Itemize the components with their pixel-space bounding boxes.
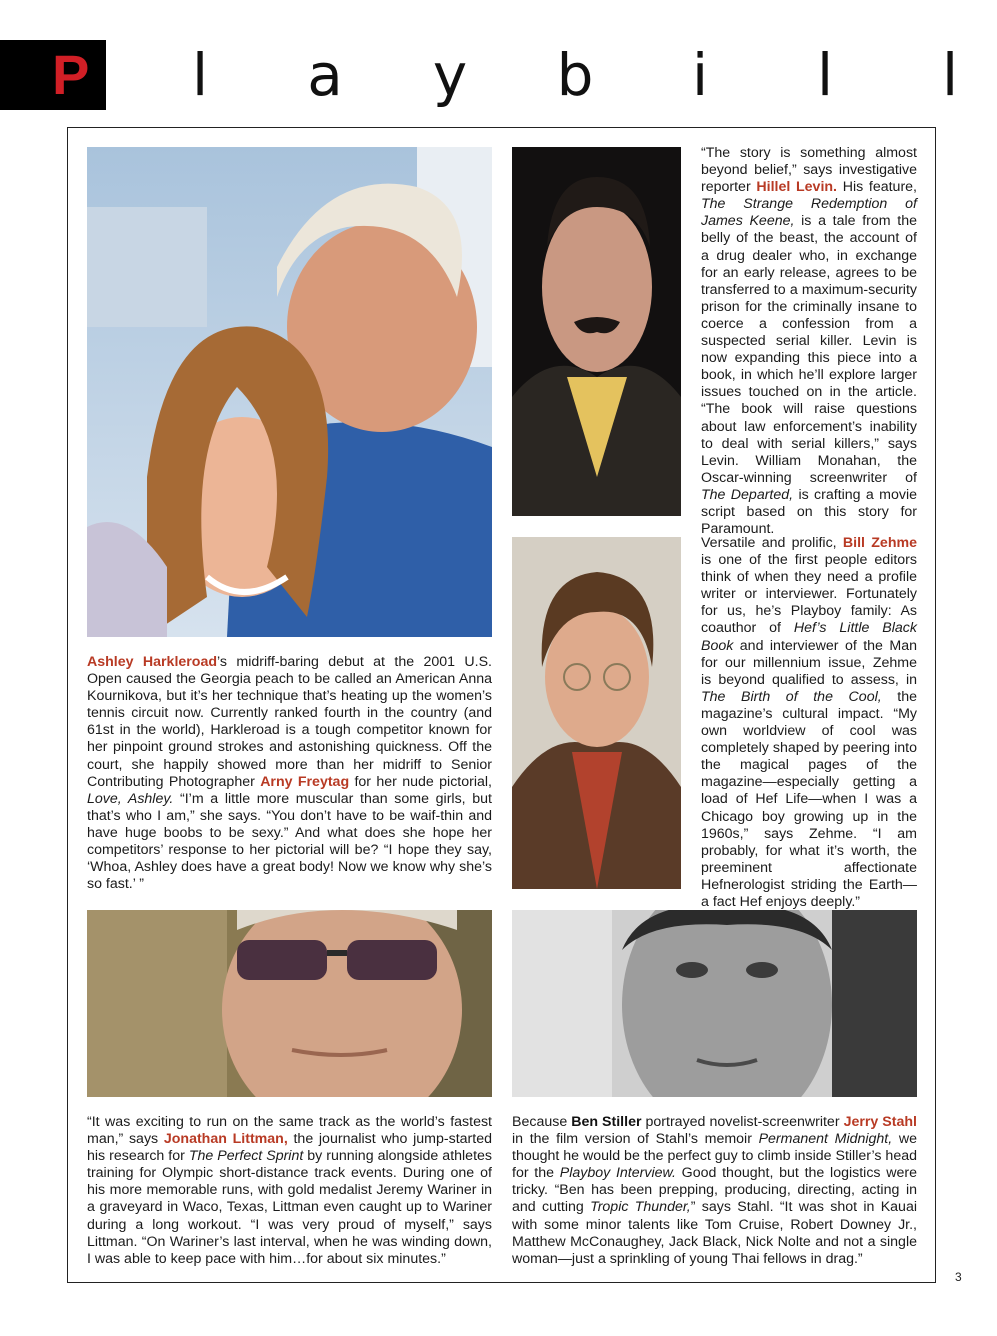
- body-text: we thought he would be the perfect guy to climb inside Stiller’s head for the: [512, 1131, 917, 1182]
- work-title: The Strange Redemption of James Keene,: [701, 196, 917, 230]
- body-text: is one of the first people editors think of when they need a profile writer or interviewer. Fortunately for us, he’s Playboy family: As coauthor of: [701, 552, 917, 637]
- work-title: The Birth of the Cool,: [701, 688, 882, 705]
- body-text: and interviewer of the Man for our millennium issue, Zehme is beyond qualified to assess, in: [701, 637, 917, 688]
- body-text: “I’m a little more muscular than some girls, but that’s who I am,” she says. “You don’t have to be waif-thin and have huge boobs to be sexy.” And what does she hope her competitors’ response to her pictorial will be? “I hope they say, ‘Whoa, Ashley does have a great body! Now we know why she’s so fast.’ ”: [87, 790, 493, 893]
- levin-text: [701, 145, 918, 538]
- masthead-letter: i: [691, 41, 709, 109]
- masthead-letter: y: [432, 41, 468, 109]
- masthead-letter: l: [816, 41, 834, 109]
- masthead-letters: [180, 40, 970, 110]
- zehme-text: [701, 535, 918, 910]
- body-text: portrayed novelist-screenwriter: [641, 1114, 844, 1130]
- work-title: The Departed,: [701, 486, 794, 503]
- work-title: Permanent Midnight,: [758, 1131, 893, 1148]
- person-name: Jonathan Littman,: [163, 1131, 288, 1148]
- masthead-first-letter: P: [52, 43, 90, 106]
- work-title: The Perfect Sprint: [188, 1148, 304, 1165]
- masthead-letter: a: [307, 41, 343, 109]
- page-number: 3: [955, 1270, 962, 1284]
- body-text: ” says Stahl. “It was shot in Kauai with some minor talents like Tom Cruise, Robert Downey Jr., Matthew McConaughey, Jack Black, Nick Nolte and not a single woman—just a sprinkling of young Thai fellows in drag.”: [512, 1199, 917, 1267]
- body-text: is crafting a movie script based on this story for Paramount.: [701, 486, 917, 538]
- levin-photo: [512, 147, 681, 516]
- body-text: in the film version of Stahl’s memoir: [512, 1131, 759, 1148]
- zehme-photo: [512, 537, 681, 889]
- person-name: Arny Freytag: [260, 773, 350, 790]
- body-text: the magazine’s cultural impact. “My own worldview of cool was completely shaped by peering into the magical pages of the magazine—especially getting a load of Hef Life—when I was a Chicago boy growing up in the 1960s,” says Zehme. “I am probably, for what it’s worth, the preeminent affectionate Hefnerologist striding the Earth—a fact Hef enjoys deeply.”: [701, 688, 918, 910]
- work-title: Tropic Thunder,: [590, 1199, 691, 1216]
- work-title: Hef’s Little Black Book: [701, 620, 917, 654]
- body-text: the journalist who jump-started his research for: [87, 1131, 492, 1165]
- work-title: Playboy Interview.: [559, 1165, 676, 1182]
- body-text: for her nude pictorial,: [349, 773, 492, 790]
- body-text: Versatile and prolific,: [701, 535, 843, 551]
- person-name: Ashley Harkleroad: [87, 654, 218, 670]
- person-name: Jerry Stahl: [843, 1114, 917, 1130]
- body-text: by running alongside athletes training for Olympic short-distance track events. During one of his more memorable runs, with gold medalist Jeremy Wariner in a graveyard in Waco, Texas, Littman even caught up to Wariner during a long workout. “I was very proud of myself,” says Littman. “On Wariner’s last interval, when he was winding down, I was able to keep pace with him…for about six minutes.”: [87, 1148, 492, 1267]
- masthead-letter: l: [191, 41, 209, 109]
- work-title: Love, Ashley.: [87, 790, 174, 807]
- stiller-photo: [512, 910, 917, 1097]
- body-text: His feature,: [837, 179, 918, 196]
- body-text: is a tale from the belly of the beast, the account of a drug dealer who, in exchange for an early release, agrees to be transferred to a maximum-security prison for the criminally insane to coerce a confession from a suspected serial killer. Levin is now expanding this piece into a book, in which he’ll explore larger issues touched on in the article. “The book will raise questions about law enforcement’s inability to deal with serial killers,” says Levin. William Monahan, the Oscar-winning screenwriter of: [701, 213, 917, 486]
- harkleroad-text: [87, 654, 492, 894]
- body-text: “It was exciting to run on the same track as the world’s fastest man,” says: [87, 1114, 492, 1148]
- littman-text: [87, 1114, 492, 1274]
- littman-photo: [87, 910, 492, 1097]
- body-text: “The story is something almost beyond belief,” says investigative reporter: [701, 145, 917, 196]
- body-text: Good thought, but the logistics were tricky. “Ben has been prepping, producing, directing, acting in and cutting: [512, 1165, 917, 1216]
- person-name: Ben Stiller: [571, 1114, 642, 1130]
- person-name: Hillel Levin.: [756, 179, 837, 196]
- body-text: Because: [512, 1114, 572, 1130]
- person-name: Bill Zehme: [842, 535, 917, 551]
- harkleroad-photo: [87, 147, 492, 637]
- masthead-letter: l: [941, 41, 959, 109]
- body-text: ’s midriff-baring debut at the 2001 U.S. Open caused the Georgia peach to be called an American Anna Kournikova, but it’s her technique that’s heating up the women’s tennis circuit now. Currently ranked fourth in the country (and 61st in the world), Harkleroad is a tough competitor known for her pinpoint ground strokes and astonishing quickness. Off the court, she happily showed more than her midriff to Senior Contributing Photographer: [87, 654, 492, 790]
- stiller-text: [512, 1114, 917, 1274]
- masthead-letter: b: [556, 41, 594, 109]
